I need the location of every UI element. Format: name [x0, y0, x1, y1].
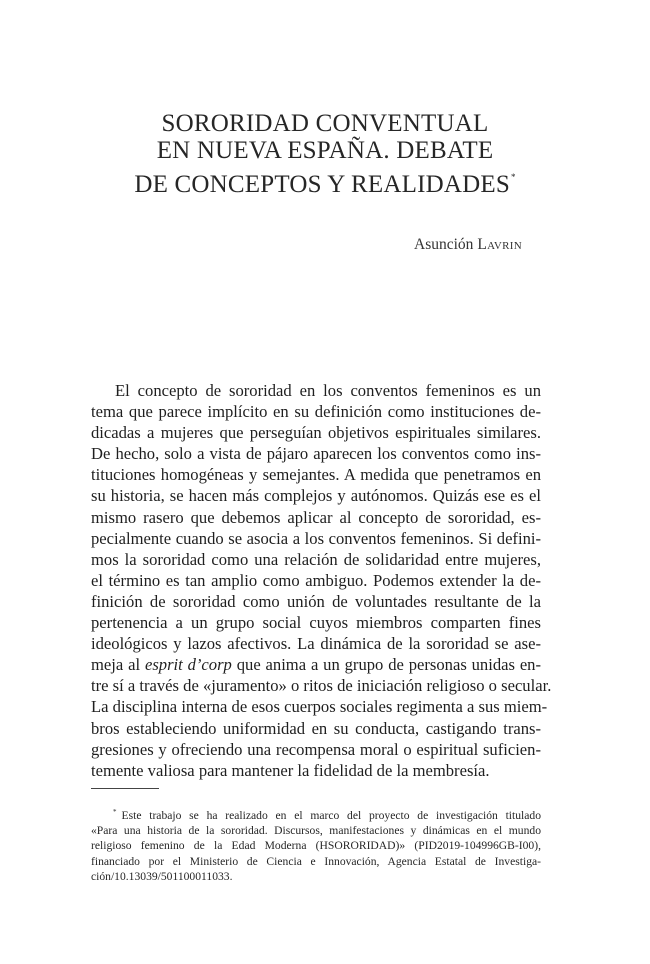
body-line: [91, 654, 541, 675]
body-line: temente valiosa para mantener la fidelidad de la membresía.: [91, 760, 490, 780]
footnote-separator: [91, 788, 159, 789]
body-line: dicadas a mujeres que perseguían objetivos espirituales similares.: [91, 423, 541, 443]
body-line: finición de sororidad como unión de voluntades resultante de la: [91, 591, 541, 611]
author-name: [414, 236, 522, 254]
footnote-line: religioso femenino de la Edad Moderna (HSORORIDAD)» (PID2019-104996GB-I00),: [91, 839, 541, 853]
body-line: pertenencia a un grupo social cuyos miembros comparten fines: [91, 613, 541, 633]
body-line: El concepto de sororidad en los conventos femeninos es un: [115, 381, 541, 400]
body-line: pecialmente cuando se asocia a los conventos femeninos. Si defini-: [91, 528, 541, 548]
footnote: [91, 805, 541, 884]
italic-phrase: esprit d’corp: [144, 655, 232, 675]
body-paragraph: [91, 380, 552, 781]
body-line: tituciones homogéneas y semejantes. A medida que penetramos en: [91, 465, 541, 485]
title-line: EN NUEVA ESPAÑA. DEBATE: [156, 137, 494, 164]
footnote-line: [91, 805, 541, 823]
body-line: tre sí a través de «juramento» o ritos de iniciación religioso o secular.: [91, 676, 552, 696]
body-line: ideológicos y lazos afectivos. La dinámica de la sororidad se ase-: [91, 634, 541, 654]
body-line: La disciplina interna de esos cuerpos sociales regimenta a sus miem-: [91, 697, 548, 717]
body-line: su historia, se hacen más complejos y autónomos. Quizás ese es el: [91, 486, 541, 506]
body-line: mismo rasero que debemos aplicar al concepto de sororidad, es-: [91, 507, 541, 527]
title-line: [90, 164, 560, 198]
body-line: el término es tan amplio como ambiguo. Podemos extender la de-: [91, 570, 541, 590]
footnote-line-text: Este trabajo se ha realizado en el marco del proyecto de investigación titulado: [121, 809, 541, 822]
footnote-line: financiado por el Ministerio de Ciencia e Innovación, Agencia Estatal de Investiga-: [91, 854, 541, 868]
title-footnote-marker[interactable]: *: [510, 172, 516, 182]
body-line: mos la sororidad como una relación de solidaridad entre mujeres,: [91, 549, 541, 569]
chapter-title: [90, 110, 560, 198]
body-line: De hecho, solo a vista de pájaro aparecen los conventos como ins-: [91, 444, 541, 464]
author-family-name: Lavrin: [477, 236, 522, 253]
author-given-name: Asunción: [414, 236, 474, 253]
title-line-text: DE CONCEPTOS Y REALIDADES: [134, 171, 510, 198]
title-line: SORORIDAD CONVENTUAL: [161, 110, 489, 137]
footnote-marker: *: [113, 808, 117, 816]
body-line-segment: que anima a un grupo de personas unidas en-: [231, 655, 542, 675]
body-line-segment: meja al: [91, 655, 145, 675]
footnote-line: ción/10.13039/501100011033.: [91, 869, 233, 883]
footnote-line: «Para una historia de la sororidad. Discursos, manifestaciones y dinámicas en el mundo: [91, 824, 541, 838]
body-line: tema que parece implícito en su definición como instituciones de-: [91, 402, 541, 422]
body-line: bros estableciendo uniformidad en su conducta, castigando trans-: [91, 718, 541, 738]
body-line: gresiones y ofreciendo una recompensa moral o espiritual suficien-: [91, 739, 541, 759]
